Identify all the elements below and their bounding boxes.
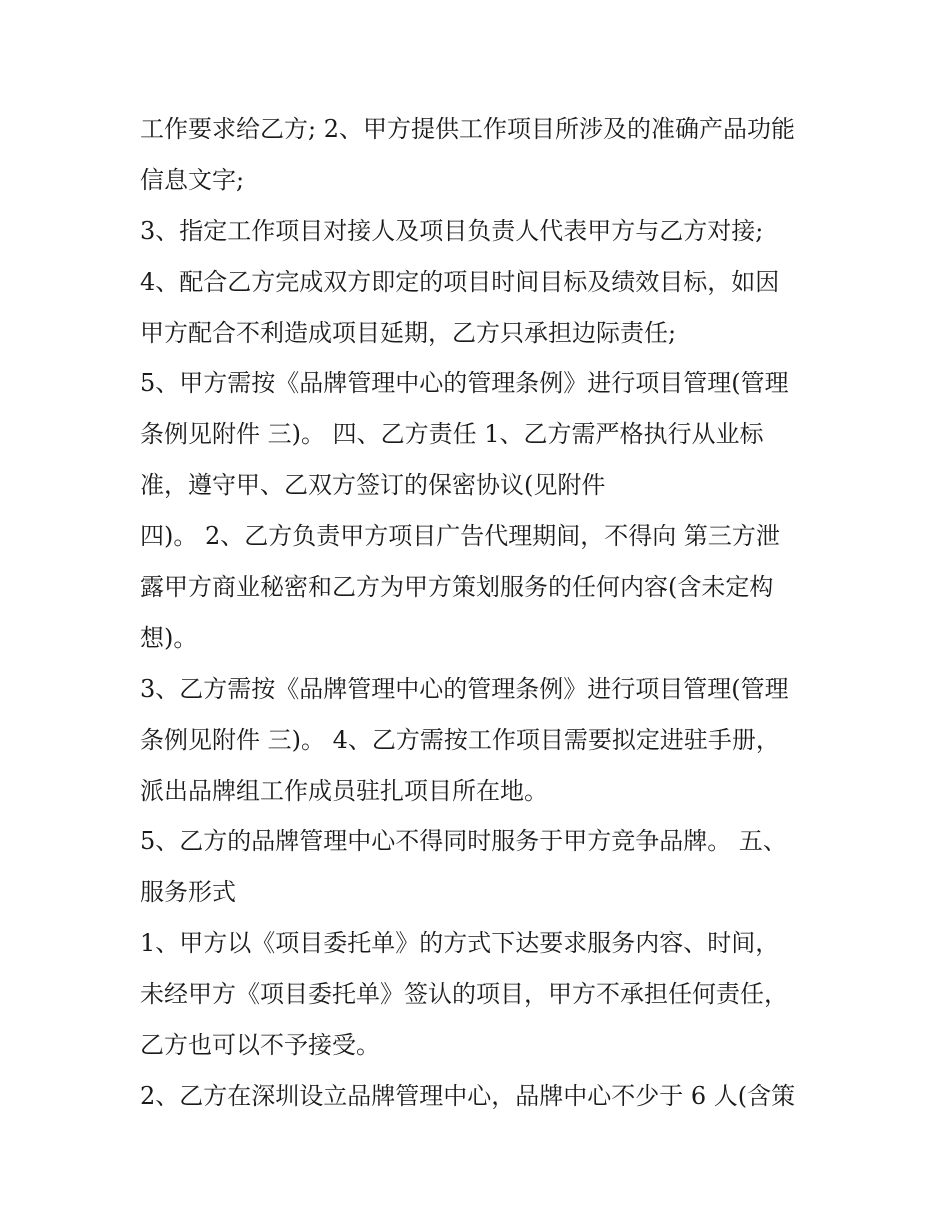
text-line: 1、甲方以《项目委托单》的方式下达要求服务内容、时间，	[140, 929, 780, 958]
text-line: 未经甲方《项目委托单》签认的项目，甲方不承担任何责任，	[140, 980, 788, 1009]
text-line: 条例见附件 三)。 4、乙方需按工作项目需要拟定进驻手册，	[140, 725, 780, 754]
text-line: 信息文字;	[140, 165, 245, 194]
text-line: 四)。 2、乙方负责甲方项目广告代理期间，不得向 第三方泄	[140, 522, 780, 551]
text-line: 露甲方商业秘密和乙方为甲方策划服务的任何内容(含未定构	[140, 573, 774, 602]
text-line: 3、指定工作项目对接人及项目负责人代表甲方与乙方对接;	[140, 216, 764, 245]
text-line: 服务形式	[140, 878, 236, 907]
body-text	[140, 104, 820, 1122]
text-line: 乙方也可以不予接受。	[140, 1031, 380, 1060]
text-line: 5、甲方需按《品牌管理中心的管理条例》进行项目管理(管理	[140, 369, 789, 398]
text-line: 派出品牌组工作成员驻扎项目所在地。	[140, 776, 548, 805]
text-line: 2、乙方在深圳设立品牌管理中心，品牌中心不少于 6 人(含策	[140, 1081, 796, 1110]
text-line: 工作要求给乙方; 2、甲方提供工作项目所涉及的准确产品功能	[140, 115, 795, 143]
text-line: 想)。	[140, 623, 198, 652]
text-line: 3、乙方需按《品牌管理中心的管理条例》进行项目管理(管理	[140, 674, 789, 703]
text-line: 甲方配合不利造成项目延期，乙方只承担边际责任;	[140, 318, 677, 347]
text-line: 准，遵守甲、乙双方签订的保密协议(见附件	[140, 471, 606, 500]
text-line: 4、配合乙方完成双方即定的项目时间目标及绩效目标，如因	[140, 267, 780, 296]
text-line: 条例见附件 三)。 四、乙方责任 1、乙方需严格执行从业标	[140, 420, 764, 449]
text-line: 5、乙方的品牌管理中心不得同时服务于甲方竞争品牌。 五、	[140, 827, 787, 856]
